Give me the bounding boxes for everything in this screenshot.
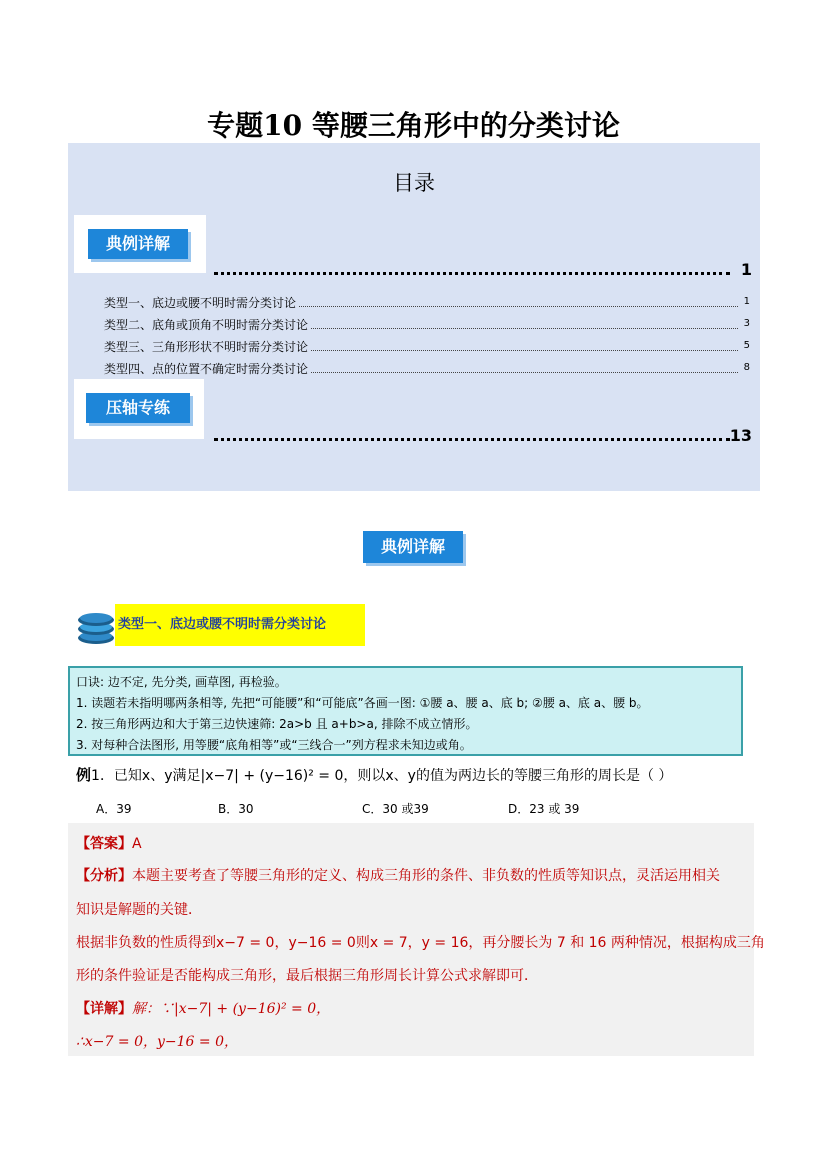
answer-line	[76, 833, 142, 853]
answer-panel	[68, 823, 765, 1056]
tip-box	[68, 666, 743, 756]
toc-badge-exercises: 压轴专练	[86, 393, 190, 423]
toc-item[interactable]	[104, 294, 750, 312]
tip-line: 1. 读题若未指明哪两条相等, 先把“可能腰”和“可能底”各画一图: ①腰 a、腰 a、底 b; ②腰 a、底 a、腰 b。	[76, 696, 649, 710]
choice-d[interactable]: D．23 或 39	[508, 802, 580, 816]
detail-label: 【详解】	[76, 1001, 132, 1017]
badge-dots-icon	[94, 384, 115, 390]
analysis-line	[76, 865, 720, 885]
page-title: 专题10 等腰三角形中的分类讨论	[207, 109, 620, 142]
toc-section2-page: 13	[729, 426, 752, 445]
detail-line	[76, 998, 330, 1018]
tip-line: 口诀: 边不定, 先分类, 画草图, 再检验。	[76, 675, 287, 689]
toc-item-label: 类型一、底边或腰不明时需分类讨论	[104, 294, 299, 311]
answer-label: 【答案】	[76, 836, 132, 852]
toc-section2-leader[interactable]	[214, 423, 752, 445]
badge-dots-icon	[94, 222, 122, 228]
choice-b[interactable]: B．30	[218, 802, 254, 816]
toc-item-page: 5	[743, 340, 750, 351]
analysis-line: 形的条件验证是否能构成三角形，最后根据三角形周长计算公式求解即可．	[76, 968, 538, 984]
analysis-text: 本题主要考查了等腰三角形的定义、构成三角形的条件、非负数的性质等知识点，灵活运用相关	[132, 868, 720, 884]
section-badge-box	[358, 521, 470, 571]
analysis-label: 【分析】	[76, 868, 132, 884]
choice-a[interactable]: A．39	[96, 802, 132, 816]
detail-line: ∴x−7 = 0，y−16 = 0，	[76, 1034, 238, 1050]
toc-item[interactable]	[104, 360, 750, 378]
table-of-contents	[68, 143, 760, 491]
badge-dots-icon	[368, 524, 389, 530]
books-icon	[76, 604, 116, 646]
example-number: 1	[91, 768, 100, 784]
analysis-line: 知识是解题的关键．	[76, 902, 202, 918]
detail-text: 解：∵|x−7| + (y−16)² = 0，	[132, 1001, 331, 1017]
toc-badge-examples: 典例详解	[88, 229, 188, 259]
toc-item[interactable]	[104, 338, 750, 356]
toc-item-page: 1	[743, 296, 750, 307]
toc-badge-box-2	[74, 379, 204, 439]
toc-item-label: 类型四、点的位置不确定时需分类讨论	[104, 360, 311, 377]
toc-item-page: 3	[743, 318, 750, 329]
toc-heading: 目录	[393, 171, 435, 195]
type1-heading: 类型一、底边或腰不明时需分类讨论	[115, 604, 365, 646]
toc-section1-page: 1	[740, 260, 752, 279]
toc-section1-leader[interactable]	[214, 257, 752, 279]
toc-item-label: 类型三、三角形形状不明时需分类讨论	[104, 338, 311, 355]
tip-line: 3. 对每种合法图形, 用等腰“底角相等”或“三线合一”列方程求未知边或角。	[76, 738, 472, 752]
example-label: 例	[76, 766, 92, 784]
tip-line: 2. 按三角形两边和大于第三边快速筛: 2a>b 且 a+b>a, 排除不成立情形。	[76, 717, 478, 731]
toc-item-page: 8	[743, 362, 750, 373]
section-badge-examples: 典例详解	[363, 531, 463, 563]
toc-badge-box-1	[74, 215, 206, 273]
toc-item-label: 类型二、底角或顶角不明时需分类讨论	[104, 316, 311, 333]
choice-c[interactable]: C．30 或39	[362, 802, 429, 816]
example-stem: ．已知x、y满足|x−7| + (y−16)² = 0，则以x、y的值为两边长的等腰三角形的周长是（ ）	[99, 768, 673, 784]
toc-item[interactable]	[104, 316, 750, 334]
answer-value: A	[132, 836, 142, 852]
example-question	[76, 764, 672, 785]
analysis-line: 根据非负数的性质得到x−7 = 0，y−16 = 0则x = 7，y = 16，再分腰长为 7 和 16 两种情况，根据构成三角	[76, 935, 765, 951]
